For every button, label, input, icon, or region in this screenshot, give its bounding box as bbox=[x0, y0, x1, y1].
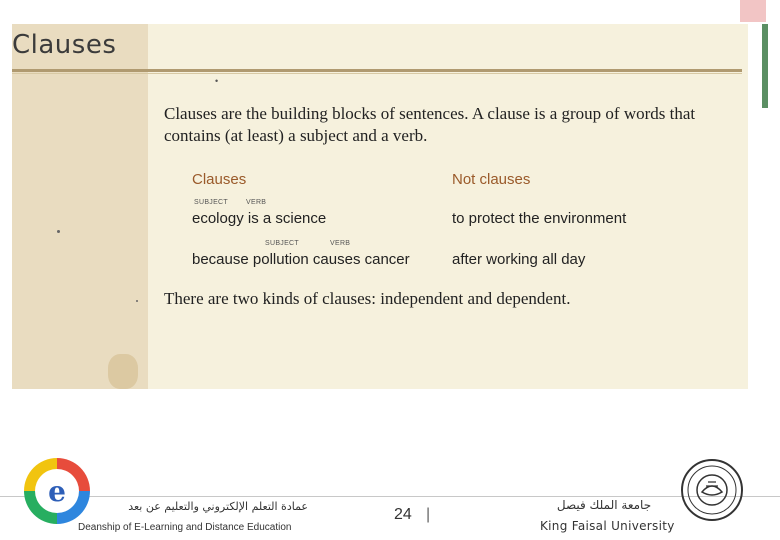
footer-divider bbox=[0, 496, 780, 497]
closing-sentence: There are two kinds of clauses: independent and dependent. bbox=[164, 289, 571, 308]
verb-tag: VERB bbox=[246, 199, 267, 206]
not-clause-example: to protect the environment bbox=[452, 210, 627, 227]
not-clauses-column-header: Not clauses bbox=[452, 171, 531, 188]
page-number: 24 bbox=[394, 506, 412, 523]
scan-mark: • bbox=[215, 76, 219, 86]
page-separator: | bbox=[426, 506, 431, 523]
margin-dot bbox=[57, 230, 60, 233]
scan-stain bbox=[108, 354, 138, 389]
clauses-column-header: Clauses bbox=[192, 171, 247, 188]
university-english: King Faisal University bbox=[540, 519, 675, 533]
subject-tag: SUBJECT bbox=[194, 199, 228, 206]
university-arabic: جامعة الملك فيصل bbox=[556, 498, 652, 512]
margin-dot bbox=[136, 300, 138, 302]
scanned-page bbox=[12, 24, 748, 389]
verb-tag: VERB bbox=[330, 240, 351, 247]
top-accent-bar bbox=[740, 0, 766, 22]
clause-example: because pollution causes cancer bbox=[192, 251, 410, 268]
university-seal-icon bbox=[680, 458, 744, 522]
subject-tag: SUBJECT bbox=[265, 240, 299, 247]
deanship-english: Deanship of E-Learning and Distance Education bbox=[78, 522, 292, 533]
side-accent-bar bbox=[762, 24, 768, 108]
clause-example: ecology is a science bbox=[192, 210, 327, 227]
title-rule-thin bbox=[12, 73, 742, 74]
scan-margin bbox=[12, 24, 148, 389]
page-title: Clauses bbox=[12, 30, 117, 60]
intro-paragraph: Clauses are the building blocks of sentences. A clause is a group of words that contains (at least) a subject and a verb. bbox=[164, 104, 696, 145]
not-clause-example: after working all day bbox=[452, 251, 586, 268]
title-rule bbox=[12, 69, 742, 72]
elearning-logo-icon: e bbox=[24, 458, 90, 524]
deanship-arabic: عمادة التعلم الإلكتروني والتعليم عن بعد bbox=[128, 500, 308, 513]
